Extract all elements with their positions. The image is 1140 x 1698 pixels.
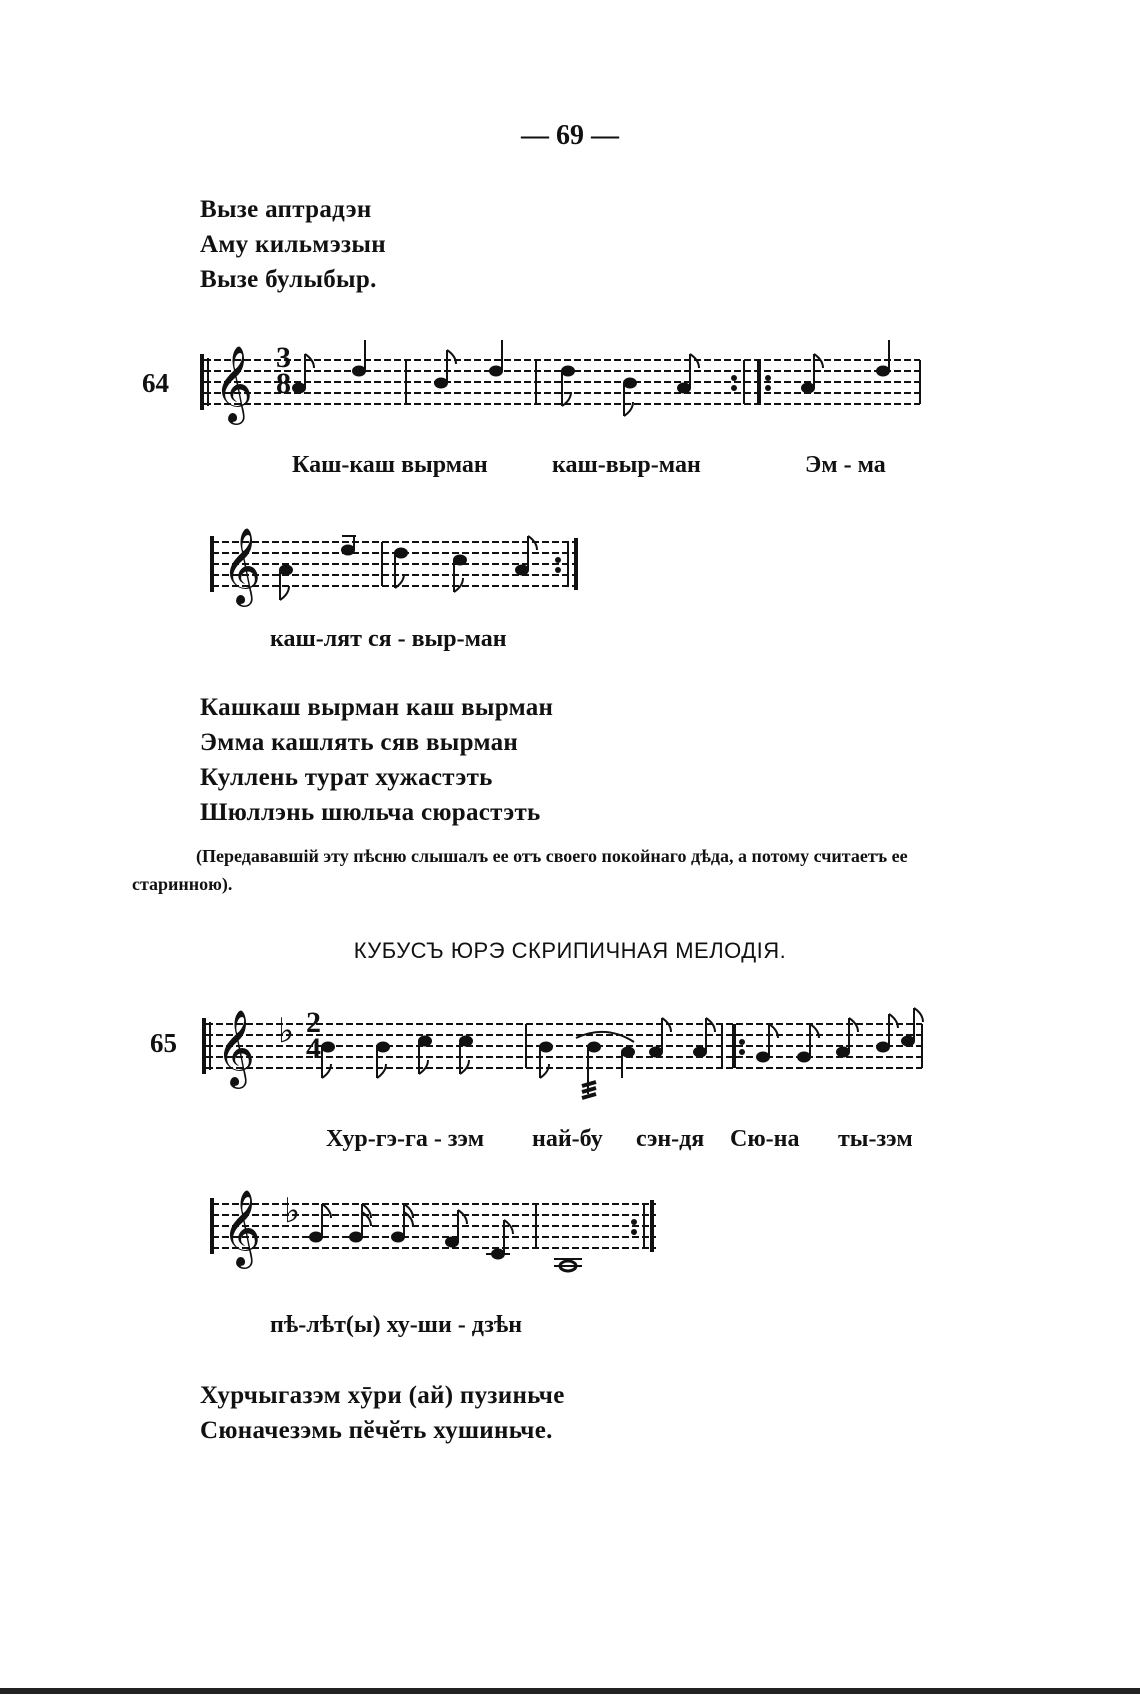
verse-line: Сюначезэмь пӗчӗть хушиньче.	[200, 1417, 553, 1444]
verse-line: Эмма кашлять сяв вырман	[200, 729, 519, 756]
treble-clef-icon: 𝄞	[216, 1009, 256, 1086]
time-signature	[276, 341, 291, 400]
verse-line: Куллень турат хужастэть	[200, 764, 493, 791]
lyric-segment: Сю-на	[730, 1126, 800, 1152]
verse-line: Вызе аптрадэн	[200, 196, 372, 223]
lyric-line: пѣ-лѣт(ы) ху-ши - дзѣн	[270, 1312, 523, 1338]
verse-line: Шюллэнь шюльча сюрастэть	[200, 799, 541, 826]
footnote: (Передававшій эту пѣсню слышалъ ее отъ своего покойнаго дѣда, а потому считаетъ ее старинною).	[132, 846, 908, 894]
lyric-segment: каш-выр-ман	[552, 452, 701, 478]
verse-line: Аму кильмэзын	[200, 231, 386, 258]
song65-verse	[200, 1378, 565, 1448]
lyric-segment: Хур-гэ-га - зэм	[326, 1126, 485, 1152]
song-number: 64	[142, 368, 169, 398]
page-number: — 69 —	[521, 120, 619, 151]
time-signature-bottom: 4	[306, 1032, 321, 1065]
flat-icon: ♭	[284, 1191, 301, 1231]
top-verse	[200, 192, 386, 297]
lyric-segment: сэн-дя	[636, 1126, 705, 1152]
treble-clef-icon: 𝄞	[214, 345, 254, 422]
page-edge-rule	[0, 1688, 1140, 1694]
song-number: 65	[150, 1028, 177, 1058]
verse-line: Кашкаш вырман каш вырман	[200, 694, 554, 721]
lyric-segment: Эм - ма	[805, 452, 886, 478]
time-signature-top: 2	[306, 1006, 321, 1039]
section-title: КУБУСЪ ЮРЭ СКРИПИЧНАЯ МЕЛОДІЯ.	[353, 938, 787, 963]
music-staff	[196, 345, 926, 438]
song64-verse	[200, 690, 553, 830]
time-signature-top: 3	[276, 341, 291, 374]
time-signature	[306, 1006, 321, 1065]
treble-clef-icon: 𝄞	[222, 527, 262, 604]
verse-line: Хурчыгазэм хӯри (ай) пузиньче	[200, 1382, 565, 1409]
lyric-segment: Каш-каш вырман	[292, 452, 488, 478]
treble-clef-icon: 𝄞	[222, 1189, 262, 1266]
music-staff	[206, 527, 586, 610]
verse-line: Вызе булыбыр.	[200, 266, 377, 293]
lyric-segment: ты-зэм	[838, 1126, 913, 1152]
lyric-segment: най-бу	[532, 1126, 603, 1152]
time-signature-bottom: 8	[276, 367, 291, 400]
music-staff	[206, 1189, 666, 1302]
lyric-line: каш-лят ся - выр-ман	[270, 626, 507, 652]
flat-icon: ♭	[278, 1011, 295, 1051]
